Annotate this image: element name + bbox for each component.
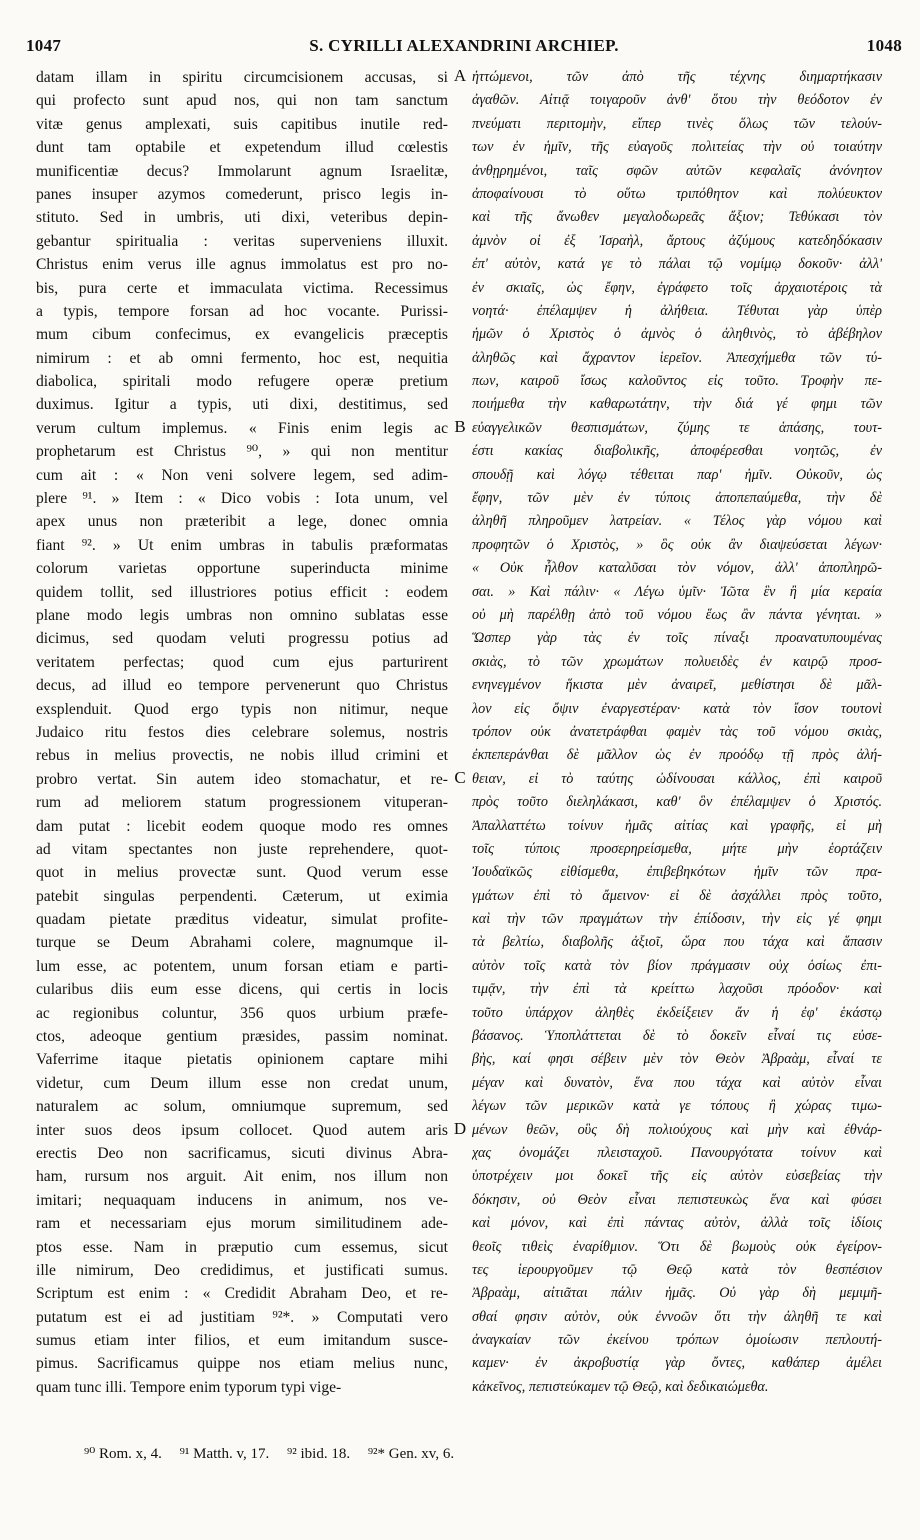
greek-text-line: τρόπον οὐκ ἀνατετράφθαι φαμὲν τὰς τοῦ νόμου σκιὰς, [472, 723, 882, 740]
latin-text-line: turque se Deum Abrahami colere, magnumque il- [36, 934, 448, 952]
latin-text-line: veritatem perfectas; quod cum ejus parturirent [36, 653, 448, 671]
latin-text-line: cum ait : « Non veni solvere legem, sed adim- [36, 466, 448, 484]
latin-text-line: Scriptum est enim : « Credidit Abraham Deo, et re- [36, 1285, 448, 1303]
greek-text-line: αὐτὸν τοῖς κατὰ τὸν βίον πράγμασιν οὐχ ὁσίως ἐπι- [472, 957, 882, 974]
latin-text-line: Christus enim verus ille agnus immolatus est pro no- [36, 256, 448, 274]
greek-text-line: οὐ μὴ παρέλθῃ ἀπὸ τοῦ νόμου ἕως ἂν πάντα γένηται. » [472, 606, 882, 623]
greek-text-line: βὴς, καί φησι σέβειν μὲν τὸν Θεὸν Ἀβραὰμ, εἶναί τε [472, 1051, 882, 1068]
footnotes [84, 1444, 468, 1463]
latin-text-line: Judaico ritu festos dies celebrare solemus, nostris [36, 723, 448, 741]
greek-text-line: θεοῖς τιθεὶς ἐναρίθμιον. Ὅτι δὲ βωμοὺς οὐκ ἐγείρον- [472, 1238, 882, 1255]
page-number-right: 1048 [866, 36, 902, 55]
latin-text-line: bis, pura certe et immaculata victima. Recessimus [36, 279, 448, 297]
latin-text-line: plere ⁹¹. » Item : « Dico vobis : Iota unum, vel [36, 490, 448, 508]
greek-text-line: ἐκπεπεράνθαι δὲ μᾶλλον ὡς ἐν προόδῳ τῇ πρὸς ἀλή- [472, 747, 882, 764]
latin-text-line: panes insuper azymos comederunt, prisco legis in- [36, 185, 448, 203]
greek-text-line: ἡττώμενοι, τῶν ἀπὸ τῆς τέχνης διημαρτήκασιν [472, 69, 882, 85]
greek-text-line: ἐπ' αὐτὸν, κατά γε τὸ πάλαι τῷ νομίμῳ δοκοῦν· ἀλλ' [472, 256, 882, 273]
latin-text-line: putatum est ei ad justitiam ⁹²*. » Computati vero [36, 1308, 448, 1326]
greek-text-line: ἐν σκιαῖς, ὡς ἔφην, ἐγράφετο τοῖς ἀρχαιοτέροις τὰ [472, 279, 882, 296]
greek-text-line: Ἰουδαϊκῶς εἰθίσμεθα, ἐπιβεβηκότων ἡμῖν τῶν πρα- [472, 864, 882, 881]
latin-column [36, 66, 448, 1399]
latin-text-line: dicimus, sed quodam veluti progressu potius ad [36, 630, 448, 648]
latin-text-line: naturalem ac solum, omniumque supremum, sed [36, 1098, 448, 1116]
greek-text-line: ἀγαθῶν. Αἰτιᾷ τοιγαροῦν ἀνθ' ὅτου τὴν θεόδοτον ἐν [472, 92, 882, 109]
greek-text-line: θειαν, εἰ τὸ ταύτης ὠδίνουσαι κάλλος, ἐπὶ καιροῦ [472, 770, 882, 787]
latin-text-line: ad vitam spectantes non juste reprehendere, quot- [36, 840, 448, 858]
latin-text-line: quam tunc illi. Tempore enim typorum typi vige- [36, 1378, 342, 1396]
greek-text-line: έστι κακίας διαβολικῆς, ἀποφέρεσθαι νοητῶς, ἐν [472, 443, 882, 460]
greek-text-line: πων, καιροῦ ἴσως καλοῦντος εἰς τοῦτο. Τροφὴν πε- [472, 373, 882, 390]
latin-text-line: sumus etiam inter filios, et eum imitandum susce- [36, 1332, 448, 1350]
greek-text-line: ἀναγκαίαν τῶν ἐκείνου τρόπων ὁμοίωσιν πεπλουτή- [472, 1332, 882, 1349]
greek-text-line: βάσανος. Ὑποπλάττεται δὲ τὸ δοκεῖν εἶναί τις εὐσε- [472, 1028, 882, 1045]
greek-text-line: καμεν· ἐν ἀκροβυστίᾳ γὰρ ὄντες, καθάπερ ἀμέλει [472, 1355, 882, 1372]
greek-text-line: Ὥσπερ γὰρ τὰς ἐν τοῖς πίναξι προανατυπουμένας [472, 630, 882, 647]
latin-text-line: gebantur spiritualia : veritas superveniens illuxit. [36, 232, 448, 250]
greek-text-line: σθαί φησιν αὐτὸν, οὐκ ἐννοῶν ὅτι τὴν ἀληθῆ τε καὶ [472, 1308, 882, 1325]
latin-text-line: rebus in melius provectis, ne nobis illud crimini et [36, 747, 448, 765]
greek-text-line: ἀμνὸν οἱ ἐξ Ἰσραὴλ, ἄρτους ἀζύμους κατεδηδόκασιν [472, 232, 882, 249]
latin-text-line: pimus. Sacrificamus quippe nos etiam melius nunc, [36, 1355, 448, 1373]
greek-text-line: σπουδῇ καὶ λόγῳ τέθειται παρ' ἡμῖν. Οὐκοῦν, ὡς [472, 466, 882, 483]
greek-text-line: κἀκεῖνος, πεπιστεύκαμεν τῷ Θεῷ, καὶ δεδικαιώμεθα. [472, 1378, 769, 1395]
latin-text-line: fiant ⁹². » Ut enim umbras in tabulis præformatas [36, 536, 448, 554]
latin-text-line: nimirum : et ab omni fermento, hoc est, nequitia [36, 349, 448, 367]
greek-text-line: χας ὀνομάζει πλεισταχοῦ. Πανουργότατα τοίνυν καὶ [472, 1144, 882, 1161]
greek-text-line: πρὸς τοῦτο διεληλάκασι, καθ' ὃν ἐπέλαμψεν ὁ Χριστός. [472, 794, 882, 811]
latin-text-line: patebit singulas perpendenti. Cæterum, ut eximia [36, 887, 448, 905]
section-marker-b: B [454, 417, 466, 436]
latin-text-line: ille nimirum, Deo credidimus, et justificati sumus. [36, 1261, 448, 1279]
greek-text-line: τιμᾷν, τὴν ἐπὶ τὰ κρείττω λαχοῦσι πρόοδον· καὶ [472, 981, 882, 998]
latin-text-line: quot in melius provectæ sunt. Quod verum esse [36, 864, 448, 882]
greek-text-line: καὶ τὴν τῶν πραγμάτων τὴν ἐπίδοσιν, τὴν εἰς γέ φημι [472, 911, 882, 928]
greek-text-line: τοῖς τύποις προσερηρείσμεθα, μήτε μὴν ἑορτάζειν [472, 840, 882, 857]
section-marker-a: A [453, 66, 467, 85]
latin-text-line: videtur, cum Deum illum esse non credat unum, [36, 1074, 448, 1092]
latin-text-line: mum cibum confecimus, ex evangelicis præceptis [36, 326, 448, 344]
greek-text-line: καὶ μόνον, καὶ ἐπὶ πάντας αὐτὸν, ἀλλὰ τοῖς ἰδίοις [472, 1215, 882, 1232]
footnote: ⁹⁰ Rom. x, 4. [84, 1446, 162, 1462]
page-header [26, 36, 902, 60]
greek-text-line: σκιὰς, τὸ τῶν χρωμάτων πολυειδὲς ἐν καιρῷ προσ- [472, 653, 882, 670]
latin-text-line: dunt tam optabile et expetendum illud cœlestis [36, 139, 448, 157]
latin-text-line: a typis, tempore forsan ad hoc vocante. Purissi- [36, 302, 448, 320]
latin-text-line: vitæ genus amplexati, suis capitibus inutile red- [36, 115, 448, 133]
greek-text-line: τοῦτο ὑπάρχον ἀληθὲς ἐκδείξειεν ἄν ἡ ἐφ' ἑκάστῳ [472, 1004, 882, 1021]
latin-text-line: ram et necessariam ejus morum similitudinem ade- [36, 1215, 448, 1233]
latin-text-line: plane modo legis umbras non omnino sublatas esse [36, 606, 448, 624]
latin-text-line: ac regionibus coluntur, 356 quos urbium præfe- [36, 1004, 448, 1022]
latin-text-line: erectis Deo non sacrificamus, sicuti divinus Abra- [36, 1144, 448, 1162]
latin-text-line: colorum varietas opportune superinducta minime [36, 560, 448, 578]
latin-text-line: munificentiæ decus? Immolarunt agnum Israelitæ, [36, 162, 448, 180]
greek-text-line: δόκησιν, οὐ Θεὸν εἶναι πεπιστευκὼς ἕνα καὶ φύσει [472, 1191, 882, 1208]
greek-text-line: λέγων τῶν μερικῶν κατὰ γε τόπους ἢ χώρας τιμω- [472, 1098, 882, 1115]
greek-text-line: μέγαν καὶ δυνατὸν, ἕνα που τάχα καὶ αὐτὸν εἶναι [472, 1074, 882, 1091]
greek-text-line: μένων θεῶν, οὓς δὴ πολιούχους καὶ μὴν καὶ ἐθνάρ- [472, 1121, 882, 1138]
latin-text-line: rum ad meliorem statum progressionem vituperan- [36, 794, 448, 812]
latin-text-line: quadam pietate præditus videatur, simulat profite- [36, 911, 448, 929]
latin-text-line: verum cultum implemus. « Finis enim legis ac [36, 419, 448, 437]
latin-text-line: stituto. Sed in umbris, uti dixi, veteribus depin- [36, 209, 448, 227]
greek-text-line: των ἐν ἡμῖν, τῆς εὐαγοῦς πολιτείας τὴν οὐ τοιαύτην [472, 139, 882, 156]
section-marker-c: C [454, 768, 466, 787]
latin-text-line: apex unus non præteribit a lege, donec omnia [36, 513, 448, 531]
greek-text-line: ἀποφαίνουσι τὸ οὕτω τριπόθητον καὶ πολύευκτον [472, 185, 882, 202]
latin-text-line: diabolica, spiritali modo refugere operæ pretium [36, 373, 448, 391]
page-number-left: 1047 [26, 36, 62, 55]
latin-text-line: Vaferrime itaque pietatis opinionem captare mihi [36, 1051, 448, 1069]
latin-text-line: duximus. Igitur a typis, uti dixi, destitimus, sed [36, 396, 448, 414]
latin-text-line: lum esse, ac potentem, unum forsan etiam e parti- [36, 957, 448, 975]
greek-text-line: εὐαγγελικῶν θεσπισμάτων, ζύμης τε ἁπάσης, τουτ- [472, 419, 882, 436]
greek-text-line: νοητά· ἐπέλαμψεν ἡ ἀλήθεια. Τέθυται γὰρ ὑπὲρ [472, 302, 882, 319]
greek-text-line: ἔφην, τῶν μὲν ἐν τύποις ἀποπεπαύμεθα, τὴν δὲ [472, 490, 882, 507]
greek-text-line: Ἀβραὰμ, αἰτιᾶται πάλιν ἡμᾶς. Οὐ γὰρ δὴ μεμιμῆ- [472, 1285, 882, 1302]
latin-text-line: decus, ad illud eo tempore pervenerunt quo Christus [36, 677, 448, 695]
greek-text-line: Ἀπαλλαττέτω τοίνυν ἡμᾶς αἰτίας καὶ γραφῆς, εἰ μὴ [472, 817, 882, 834]
greek-text-line: γμάτων ἐπὶ τὸ ἄμεινον· εἰ δὲ ἀσχάλλει πρὸς τοῦτο, [472, 887, 882, 904]
greek-text-line: λον εἰς ὄψιν ἐναργεστέραν· κατὰ τὸν ἴσον τουτονὶ [472, 700, 882, 717]
running-title: S. CYRILLI ALEXANDRINI ARCHIEP. [309, 36, 619, 55]
latin-text-line: exsplenduit. Quod ergo typis non nitimur, neque [36, 700, 448, 718]
footnote: ⁹² ibid. 18. [287, 1446, 351, 1462]
greek-text-line: προφητῶν ὁ Χριστὸς, » ὃς οὐκ ἂν διαψεύσεται λέγων· [472, 536, 882, 553]
greek-text-line: ἀνθῃρημένοι, ταῖς σφῶν αὐτῶν κεφαλαῖς ἀνόνητον [472, 162, 882, 179]
greek-text-line: καὶ τῆς ἄνωθεν μεγαλοδωρεᾶς ἄξιον; Τεθύκασι τὸν [472, 209, 882, 226]
greek-text-line: ποιήμεθα τὴν καθαρωτάτην, τὴν διά γέ φημι τῶν [472, 396, 882, 413]
footnote: ⁹¹ Matth. v, 17. [179, 1446, 270, 1462]
greek-column [472, 66, 882, 1399]
section-marker-d: D [453, 1119, 467, 1138]
latin-text-line: datam illam in spiritu circumcisionem accusas, si [36, 69, 448, 86]
latin-text-line: quidem tollit, sed illustriores potius efficit : eodem [36, 583, 448, 601]
greek-text-line: ὑποτρέχειν μοι δοκεῖ τῆς εἰς αὐτὸν εὐσεβείας τὴν [472, 1168, 882, 1185]
greek-text-line: τὰ βελτίω, διαβολῆς ἀξιοῖ, ὥρα που τάχα καὶ ἅπασιν [472, 934, 882, 951]
greek-text-line: τες ἱερουργοῦμεν τῷ Θεῷ κατὰ τὸν θεσπέσιον [472, 1261, 882, 1278]
latin-text-line: imitari; nequaquam inducens in animum, nos ve- [36, 1191, 448, 1209]
latin-text-line: qui profecto sunt apud nos, qui non tam sanctum [36, 92, 448, 110]
greek-text-line: πνεύματι περιτομὴν, εἴπερ τινὲς ὅλως τῶν τελούν- [472, 115, 882, 132]
greek-text-line: ἡμῶν ὁ Χριστὸς ὁ ἀμνὸς ὁ ἀληθινὸς, τὸ ἀβέβηλον [472, 326, 882, 343]
latin-text-line: ptos esse. Nam in præputio cum essemus, sicut [36, 1238, 448, 1256]
latin-text-line: prophetarum est Christus ⁹⁰, » qui non mentitur [36, 443, 448, 461]
latin-text-line: inter suos deos ipsum collocet. Quod autem aris [36, 1121, 448, 1139]
greek-text-line: ενηνεγμένον ἥκιστα μὲν ἀναιρεῖ, μεθίστησι δὲ μᾶλ- [472, 677, 882, 694]
latin-text-line: probro vertat. Sin autem ideo stomachatur, et re- [36, 770, 448, 788]
latin-text-line: cularibus diis eum esse dicens, qui certis in locis [36, 981, 448, 999]
latin-text-line: ctos, adeoque gentium præsides, passim nominat. [36, 1028, 448, 1046]
greek-text-line: ἀληθῆ πληροῦμεν λατρείαν. « Τέλος γὰρ νόμου καὶ [472, 513, 882, 530]
greek-text-line: « Οὐκ ἦλθον καταλῦσαι τὸν νόμον, ἀλλ' ἀποπληρῶ- [472, 560, 882, 577]
greek-text-line: σαι. » Καὶ πάλιν· « Λέγω ὑμῖν· Ἰῶτα ἓν ἢ μία κεραία [472, 583, 882, 600]
latin-text-line: dam putat : licebit eodem quoque modo res omnes [36, 817, 448, 835]
latin-text-line: ham, rursum nos arguit. Ait enim, nos illum non [36, 1168, 448, 1186]
greek-text-line: ἀληθῶς καὶ ἄχραντον ἱερεῖον. Ἀπεσχήμεθα τῶν τύ- [472, 349, 882, 366]
footnote: ⁹²* Gen. xv, 6. [367, 1446, 455, 1462]
